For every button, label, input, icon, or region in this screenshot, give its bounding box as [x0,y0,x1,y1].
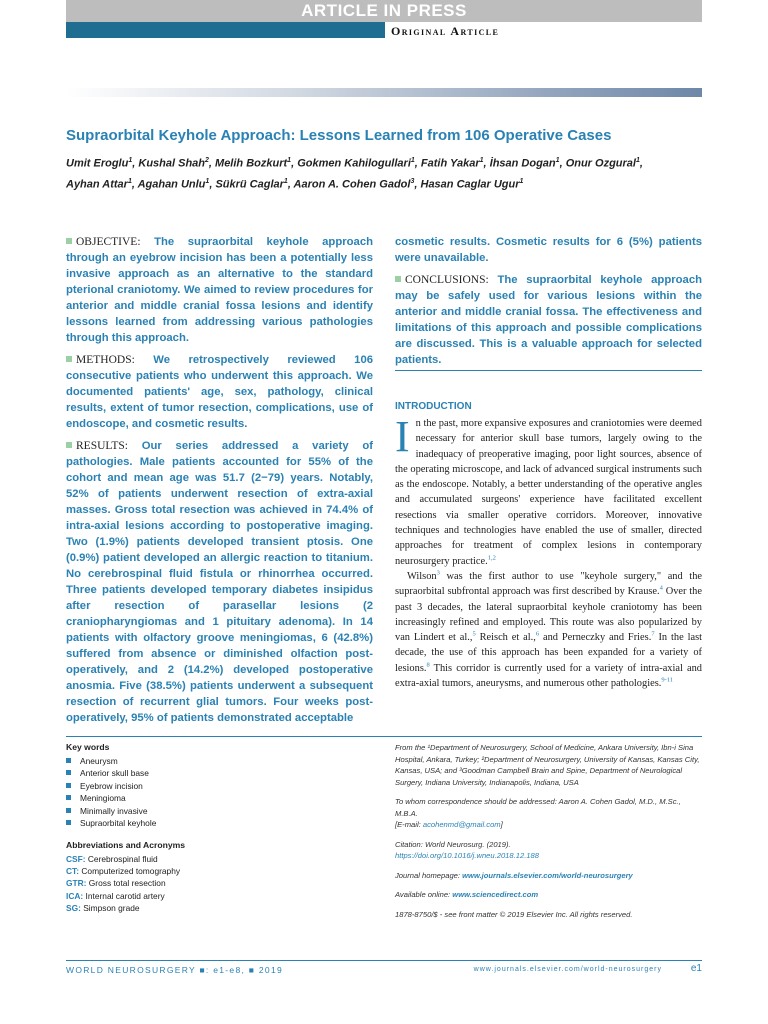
intro-p2-text: Wilson [407,570,437,582]
section-label: Original Article [385,22,702,40]
intro-p2-text: This corridor is currently used for a variety of intra-axial and extra-axial tumors, aneurysms, and numerous other pathologies. [395,662,702,690]
author-name: Aaron A. Cohen Gadol [293,178,411,191]
abbreviation-key: GTR: [66,878,87,889]
affiliation-mark: 1 [127,177,132,185]
citation-text: Citation: World Neurosurg. (2019). [395,839,511,849]
citation-link[interactable]: 1,2 [487,554,496,562]
bullet-square-icon [66,783,71,788]
keyword-item [66,755,326,767]
abbreviation-key: ICA: [66,890,84,901]
article-title: Supraorbital Keyhole Approach: Lessons Learned from 106 Operative Cases [66,127,612,144]
bullet-square-icon [66,808,71,813]
introduction-heading: INTRODUCTION [395,401,472,412]
intro-p2-text: Reisch et al., [475,632,536,644]
gradient-divider [66,88,702,97]
affiliation-mark: 1 [519,177,524,185]
affiliation-mark: 2 [205,157,209,164]
author-list [66,152,702,193]
abbreviation-value: Cerebrospinal fluid [85,854,158,864]
author-name: Fatih Yakar [420,157,480,170]
author-name: Agahan Unlu [137,178,206,191]
conclusions-heading: CONCLUSIONS: [405,274,489,286]
citation-link[interactable]: 6 [535,630,540,638]
email-label: [E-mail: [395,820,423,829]
abbreviations-heading: Abbreviations and Acronyms [66,840,186,850]
results-text: Our series addressed a variety of pathologies. Male patients accounted for 55% of the cohort and mean age was 51.7 (2−79) years. Notably, 52% of patients underwent resection of extra-axial masses. Gross total resection was achieved in 74.4% of intra-axial lesions according to postoperative imaging. Two (1.9%) patients developed transient ptosis. One (0.9%) patient developed an allergic reaction to titanium. No cerebrospinal fluid fistula or rhinorrhea occurred. Three patients developed temporary diabetes insipidus after resection of parasellar lesions (2 craniopharyngiomas and 1 pituitary adenoma). In 14 patients with olfactory groove meningiomas, 6 (42.8%) suffered from absence or diminished olfaction post-operatively, and 2 (14.2%) developed postoperative anosmia. Five (38.5%) patients underwent a subsequent resection of recurrent glial tumors. Four weeks post-operatively, 95% of patients demonstrated acceptable [66,440,373,724]
footer-rule [66,960,702,961]
author-name: Hasan Caglar Ugur [420,178,520,191]
author-line-1: Umit Eroglu$^1$, Kushal Shah$^2$, Melih Bozkurt$^1$, Gokmen Kahilogullari$^1$, Fatih Yakar$^1$, İhsan Dogan$^1$, Onur Ozgural$^1$, [66,157,643,170]
available-online [395,889,702,901]
author-line-2: Ayhan Attar$^1$, Agahan Unlu$^1$, Sükrü Caglar$^1$, Aaron A. Cohen Gadol$^3$, Hasan Caglar Ugur$^1$ [66,177,524,191]
author-name: İhsan Dogan [489,157,556,170]
citation [395,839,702,862]
abbreviation-key: CSF: [66,854,86,864]
doi-link[interactable]: https://doi.org/10.1016/j.wneu.2018.12.188 [395,851,539,860]
online-label: Available online: [395,890,453,899]
affiliation-mark: 1 [635,157,640,164]
keyword-text: Minimally invasive [80,805,148,816]
intro-p1-text: n the past, more expansive exposures and craniotomies were deemed necessary for anterior skull base tumors, largely owing to the inadequacy of preoperative imaging, poor light sources, absence of the operating microscope, and lack of advanced surgical instruments such as the endoscope. Notably, a better understanding of the operative angles and accumulated surgeons' experience have facilitated excellent resections via smaller operative corridors. Moreover, innovative techniques and technologies have enabled the use of smaller, directed approaches for treatment of complex lesions in contemporary neurosurgery practice. [395,418,702,567]
keyword-text: Anterior skull base [80,768,149,779]
abstract-right-column [395,234,702,374]
abbreviation-key: CT: [66,866,80,877]
abbreviation-item [66,877,326,889]
results-continued: cosmetic results. Cosmetic results for 6 (5%) patients were unavailable. [395,236,702,264]
bullet-square-icon [66,758,71,763]
methods-text: We retrospectively reviewed 106 consecutive patients who underwent this approach. We documented patients' age, sex, pathology, clinical results, extent of tumor resection, complications, use of endoscope, and cosmetic results. [66,354,374,430]
abstract-objective [66,234,373,346]
methods-heading: METHODS: [76,354,135,366]
intro-p2-text: was the first author to use "keyhole surgery," and the supraorbital subfrontal approach was first described by Krause. [395,570,702,598]
abbreviations-box [66,840,326,914]
keyword-item [66,780,326,792]
author-name: Melih Bozkurt [215,157,288,170]
affiliation-mark: 1 [287,157,292,164]
abbreviations-list [66,853,326,914]
objective-heading: OBJECTIVE: [76,236,141,248]
drop-cap: I [395,412,410,461]
abbreviation-item [66,853,326,865]
keyword-item [66,805,326,817]
intro-paragraph-2 [395,569,702,691]
intro-paragraph-1 [395,412,702,569]
results-heading: RESULTS: [76,440,128,452]
keyword-item [66,767,326,779]
correspondence [395,796,702,831]
affiliation-mark: 1 [283,177,288,185]
footer-journal: WORLD NEUROSURGERY ■: e1-e8, ■ 2019 [66,965,284,975]
affiliation-text: From the ¹Department of Neurosurgery, School of Medicine, Ankara University, Ibn-i Sina Hospital, Ankara, Turkey; ²Department of Neurosurgery, University of Kansas, Kansas City, Kansas, USA; and ³Goodman Campbell Brain and Spine, Department of Neurological Surgery, Indiana University, Indianapolis, Indiana, USA [395,743,700,787]
keyword-text: Aneurysm [80,756,118,766]
intro-p2-text: and Perneczky and Fries. [539,632,652,644]
email-link[interactable]: acohenmd@gmail.com [422,820,501,829]
abbreviation-item [66,890,326,902]
email-end: ] [500,820,503,829]
keyword-item [66,792,326,804]
abstract-left-column [66,234,373,732]
intro-p2-text: In the last decade, the use of this approach has been expanded for a variety of lesions. [395,632,703,674]
affiliation-mark: 1 [205,177,210,185]
keyword-text: Eyebrow incision [80,780,143,791]
introduction-body [395,412,703,691]
author-name: Ayhan Attar [66,178,128,191]
keywords-heading: Key words [66,742,110,752]
abbreviation-value: Gross total resection [86,878,166,889]
affiliation-mark: 1 [479,157,484,164]
keywords-box [66,742,326,829]
journal-label: Journal homepage: [395,870,463,880]
keyword-text: Supraorbital keyhole [80,818,157,829]
citation-link[interactable]: 4 [659,584,663,592]
section-square-icon [66,238,72,244]
abbreviation-value: Internal carotid artery [83,890,165,901]
section-square-icon [66,356,72,362]
abbreviation-value: Computerized tomography [79,866,181,877]
affiliation-mark: 1 [555,157,560,164]
author-name: Umit Eroglu [66,157,129,170]
section-square-icon [66,442,72,448]
bullet-square-icon [66,820,71,825]
journal-homepage-link[interactable]: www.journals.elsevier.com/world-neurosurgery [462,870,633,880]
citation-link[interactable]: 8 [426,661,430,669]
affiliation-mark: 1 [410,157,415,164]
sciencedirect-link[interactable]: www.sciencedirect.com [452,890,539,899]
abstract-results [66,438,373,726]
citation-link[interactable]: 5 [472,630,476,638]
affiliations-box [395,742,702,928]
abstract-separator [395,370,702,371]
page-number: e1 [690,963,702,974]
article-in-press-banner: ARTICLE IN PRESS [66,0,702,22]
author-name: Gokmen Kahilogullari [297,157,411,170]
citation-link[interactable]: 3 [436,569,440,577]
abbreviation-value: Simpson grade [80,902,140,913]
abstract-methods [66,352,373,432]
abstract-conclusions [395,272,702,368]
bullet-square-icon [66,795,71,800]
intro-p2-text: Over the past 3 decades, the lateral supraorbital keyhole craniotomy has been increasingly refined and employed. This route was also popularized by van Lindert et al., [395,586,702,644]
author-name: Kushal Shah [138,157,205,170]
abbreviation-item [66,865,326,877]
author-name: Onur Ozgural [565,157,636,170]
objective-text: The supraorbital keyhole approach through an eyebrow incision has been a potentially less invasive approach as an alternative to the standard pterional craniotomy. We aimed to review procedures for anterior and middle cranial fossa lesions and identify lessons learned from addressing various pathologies through this approach. [66,236,373,344]
copyright: 1878-8750/$ - see front matter © 2019 Elsevier Inc. All rights reserved. [395,909,633,919]
author-name: Sükrü Caglar [215,178,284,191]
journal-homepage [395,870,702,882]
bullet-square-icon [66,770,71,775]
citation-link[interactable]: 7 [651,630,655,638]
keyword-item [66,817,326,829]
keywords-list [66,755,326,829]
keyword-text: Meningioma [80,793,126,804]
affiliation-mark: 1 [128,157,133,164]
footer-url-link[interactable]: www.journals.elsevier.com/world-neurosurgery [473,966,662,973]
citation-link[interactable]: 9-11 [661,676,674,684]
abbreviation-key: SG: [66,902,81,913]
conclusions-text: The supraorbital keyhole approach may be safely used for various lesions within the anterior and middle cranial fossa. The effectiveness and limitations of this approach and possible complications are discussed. This is a valuable approach for selected patients. [395,274,702,366]
affiliation-mark: 3 [410,177,415,185]
section-square-icon [395,276,401,282]
correspondence-text: To whom correspondence should be addressed: Aaron A. Cohen Gadol, M.D., M.Sc., M.B.A. [395,797,681,818]
abbreviation-item [66,902,326,914]
frontmatter-divider [66,736,702,737]
